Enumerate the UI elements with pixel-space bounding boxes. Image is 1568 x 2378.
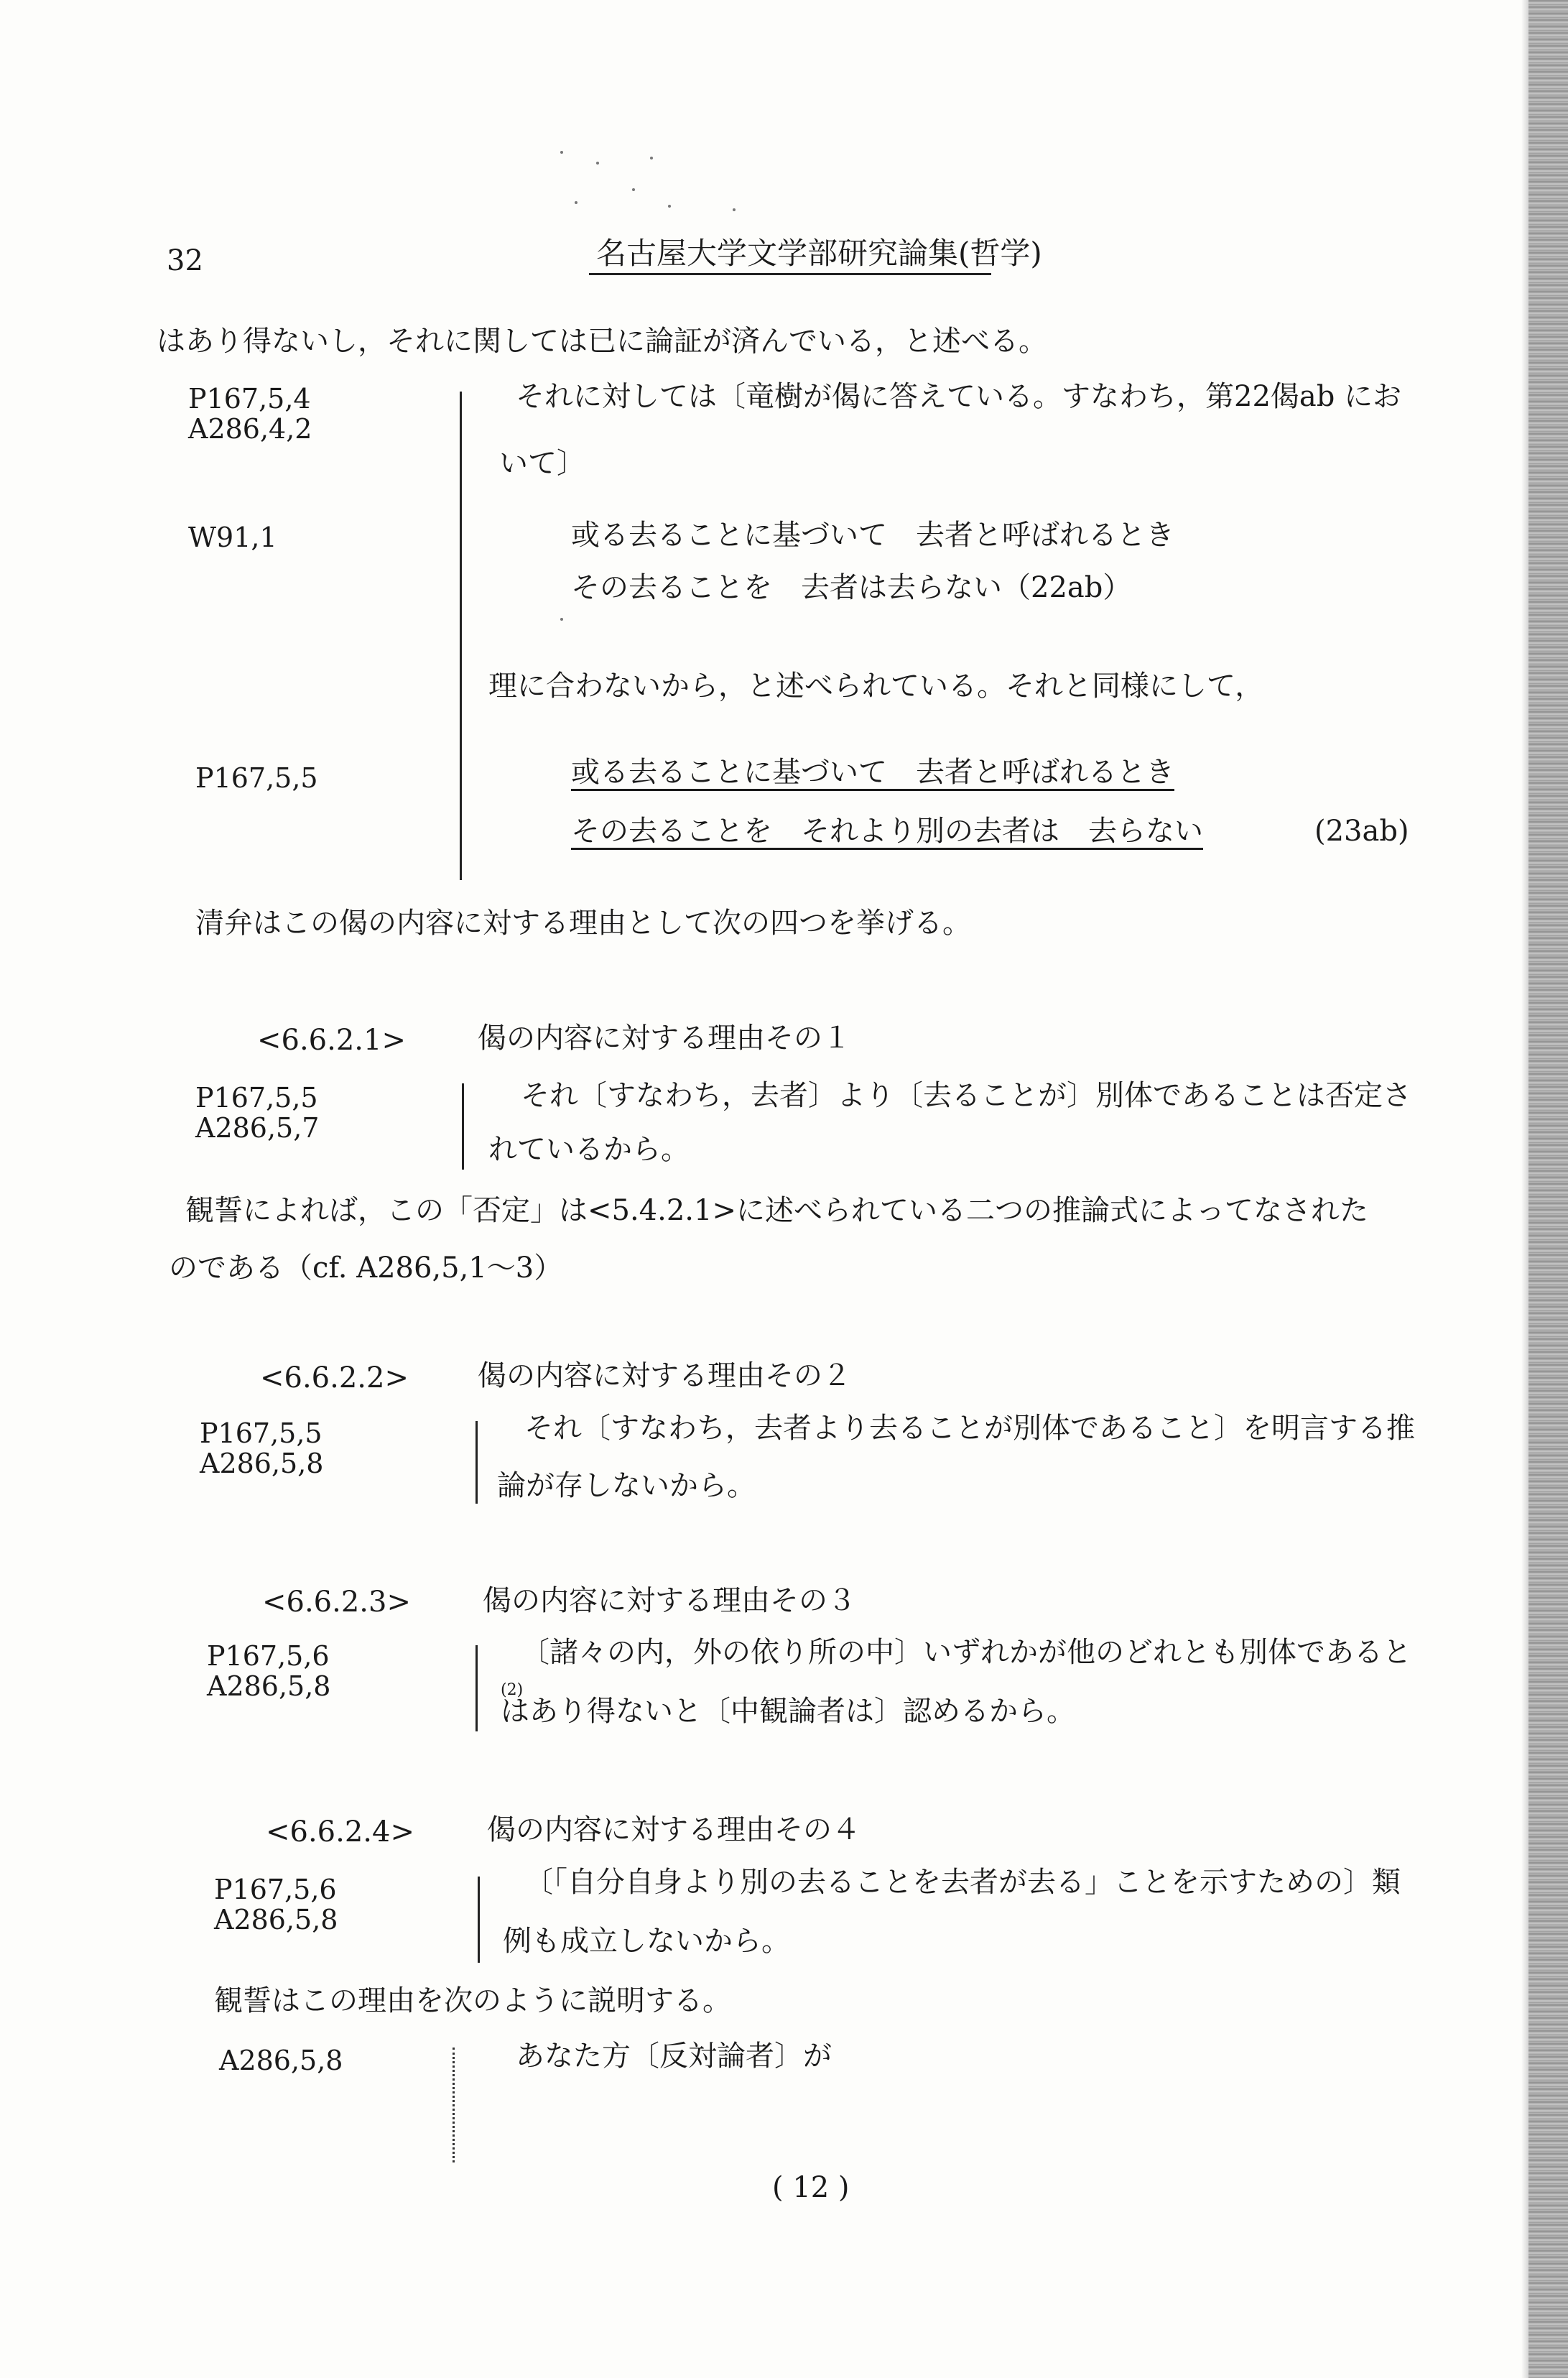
- scan-speck: [596, 162, 599, 165]
- block1-text-line2: いて〕: [499, 447, 585, 480]
- section-heading: 偈の内容に対する理由その３: [483, 1584, 856, 1617]
- footnote-marker[interactable]: (2): [501, 1681, 524, 1699]
- margin-reference: W91,1: [188, 522, 277, 553]
- section-text-line2: はあり得ないと〔中観論者は〕認めるから。: [501, 1695, 1075, 1728]
- running-header: 名古屋大学文学部研究論集(哲学): [596, 236, 1042, 271]
- section-text-line1: それ〔すなわち，去者より去ることが別体であること〕を明言する推: [524, 1412, 1415, 1445]
- section-heading: 偈の内容に対する理由その１: [478, 1022, 851, 1055]
- section-text-line1: それ〔すなわち，去者〕より〔去ることが〕別体であることは否定さ: [521, 1079, 1411, 1112]
- verse-23-line1: 或る去ることに基づいて 去者と呼ばれるとき: [571, 756, 1174, 789]
- commentary-line1: 観誓によれば，この「否定」は<5.4.2.1>に述べられている二つの推論式によってなされた: [185, 1194, 1368, 1227]
- margin-reference: P167,5,5: [195, 762, 318, 794]
- page-number: 32: [167, 244, 203, 277]
- verse-22-line2: その去ることを 去者は去らない（22ab）: [571, 571, 1132, 604]
- verse-23-tag: (23ab): [1314, 815, 1409, 848]
- scan-edge: [1528, 0, 1568, 2378]
- paragraph-qingbian: 清弁はこの偈の内容に対する理由として次の四つを挙げる。: [195, 907, 971, 940]
- section-number: <6.6.2.4>: [266, 1815, 414, 1849]
- commentary2: 観誓はこの理由を次のように説明する。: [214, 1984, 731, 2017]
- scan-speck: [560, 151, 563, 154]
- scan-speck: [668, 205, 671, 208]
- margin-reference: P167,5,4 A286,4,2: [188, 383, 312, 445]
- margin-reference: P167,5,6 A286,5,8: [214, 1874, 338, 1935]
- margin-bar: [462, 1083, 464, 1170]
- commentary-line2: のである（cf. A286,5,1〜3）: [169, 1252, 563, 1285]
- scan-edge-shadow: [1521, 0, 1528, 2378]
- scan-speck: [650, 157, 653, 159]
- margin-bar: [478, 1877, 480, 1963]
- margin-reference: P167,5,6 A286,5,8: [207, 1640, 331, 1702]
- scan-speck: [632, 188, 635, 191]
- section-text-line2: 論が存しないから。: [497, 1469, 756, 1502]
- scan-speck: [575, 201, 577, 204]
- margin-bar-dotted: [453, 2048, 455, 2162]
- footer-page-number: ( 12 ): [772, 2171, 850, 2204]
- section-heading: 偈の内容に対する理由その４: [487, 1813, 860, 1846]
- section-text-line1: 〔諸々の内，外の依り所の中〕いずれかが他のどれとも別体であると: [521, 1636, 1411, 1669]
- section-text-line2: 例も成立しないから。: [503, 1925, 790, 1958]
- section-number: <6.6.2.2>: [260, 1361, 409, 1394]
- section-heading: 偈の内容に対する理由その２: [478, 1359, 851, 1392]
- margin-bar: [475, 1645, 478, 1731]
- margin-reference: P167,5,5 A286,5,7: [195, 1082, 320, 1144]
- section-number: <6.6.2.3>: [262, 1586, 411, 1619]
- header-rule: [589, 273, 991, 275]
- verse-22-line1: 或る去ることに基づいて 去者と呼ばれるとき: [571, 519, 1174, 552]
- scan-speck: [733, 208, 736, 211]
- section-number: <6.6.2.1>: [257, 1024, 406, 1057]
- margin-reference: P167,5,5 A286,5,8: [200, 1417, 324, 1479]
- final-text: あなた方〔反対論者〕が: [516, 2040, 832, 2073]
- verse-23-line2: その去ることを それより別の去者は 去らない: [571, 815, 1203, 848]
- section-text-line1: 〔「自分自身より別の去ることを去者が去る」ことを示すための〕類: [524, 1866, 1401, 1899]
- section-text-line2: れているから。: [488, 1133, 690, 1166]
- margin-reference: A286,5,8: [219, 2045, 343, 2076]
- intro-line: はあり得ないし，それに関しては已に論証が済んでいる，と述べる。: [157, 325, 1047, 358]
- margin-bar: [475, 1421, 478, 1504]
- margin-bar: [460, 392, 462, 880]
- block1-text-line1: それに対しては〔竜樹が偈に答えている。すなわち，第22偈ab にお: [516, 380, 1402, 413]
- block1-mid-text: 理に合わないから，と述べられている。それと同様にして，: [488, 670, 1264, 703]
- scan-speck: [560, 618, 563, 621]
